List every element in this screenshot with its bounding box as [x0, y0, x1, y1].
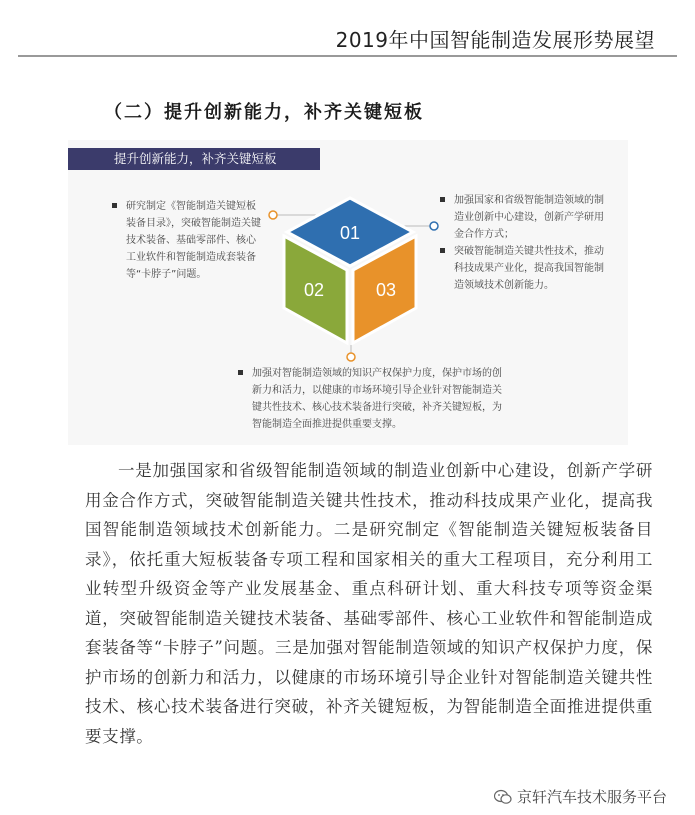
- connector-dot-bottom: [347, 353, 355, 361]
- watermark: [494, 786, 667, 807]
- connector-dot-left: [269, 211, 277, 219]
- header-title: 2019年中国智能制造发展形势展望: [335, 28, 655, 52]
- infographic: [68, 140, 628, 445]
- left-bullet-block: [110, 198, 262, 283]
- right-bullet-block: [438, 192, 613, 294]
- header-rule: [18, 55, 677, 57]
- body-paragraph: 一是加强国家和省级智能制造领域的制造业创新中心建设，创新产学研用金合作方式，突破智能制造关键共性技术，推动科技成果产业化，提高我国智能制造领域技术创新能力。二是研究制定《智能制造关键短板装备目录》，依托重大短板装备专项工程和国家相关的重大工程项目，充分利用工业转型升级资金等产业发展基金、重点科研计划、重大科技专项等资金渠道，突破智能制造关键技术装备、基础零部件、核心工业软件和智能制造成套装备等“卡脖子”问题。三是加强对智能制造领域的知识产权保护力度，保护市场的创新力和活力，以健康的市场环境引导企业针对智能制造关键共性技术、核心技术装备进行突破，补齐关键短板，为智能制造全面推进提供重要支撑。: [85, 461, 653, 746]
- left-bullet-item: 研究制定《智能制造关键短板装备目录》，突破智能制造关键技术装备、基础零部件、核心工业软件和智能制造成套装备等“卡脖子”问题。: [110, 198, 262, 283]
- right-bullet-item-2: 突破智能制造关键共性技术，推动科技成果产业化，提高我国智能制造领域技术创新能力。: [438, 243, 613, 294]
- cube-label-01: 01: [339, 223, 361, 243]
- connector-dot-right: [430, 222, 438, 230]
- cube-label-02: 02: [303, 280, 325, 300]
- cube-label-03: 03: [375, 280, 397, 300]
- watermark-text: 京轩汽车技术服务平台: [516, 788, 667, 806]
- wechat-icon: [494, 789, 512, 805]
- infographic-banner: 提升创新能力，补齐关键短板: [68, 148, 320, 170]
- right-bullet-item-1: 加强国家和省级智能制造领域的制造业创新中心建设，创新产学研用金合作方式；: [438, 192, 613, 243]
- bottom-bullet-block: [236, 365, 508, 433]
- bottom-bullet-item: 加强对智能制造领域的知识产权保护力度，保护市场的创新力和活力，以健康的市场环境引导企业针对智能制造关键共性技术、核心技术装备进行突破，补齐关键短板，为智能制造全面推进提供重要支撑。: [236, 365, 508, 433]
- section-heading: （二）提升创新能力，补齐关键短板: [104, 102, 424, 123]
